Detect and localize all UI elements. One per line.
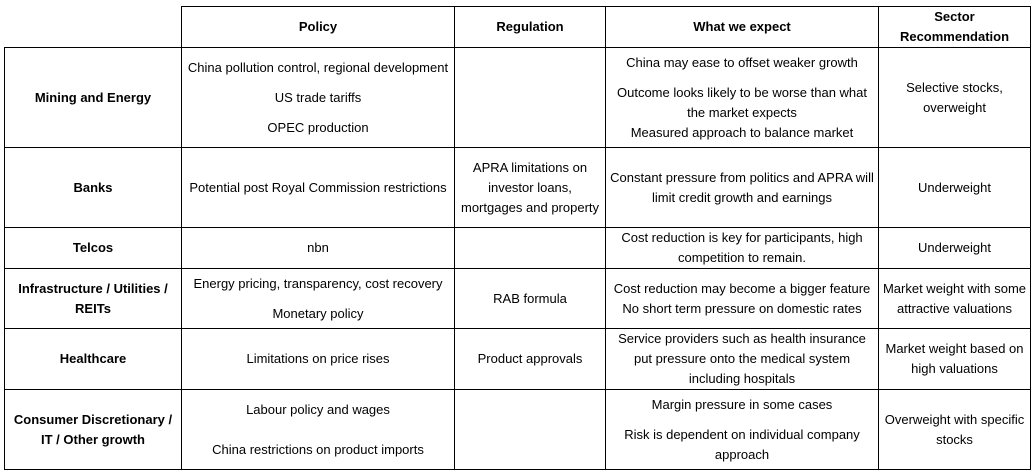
table-row xyxy=(5,269,1031,329)
sector-name: Mining and Energy xyxy=(5,48,182,148)
sector-name: Consumer Discretionary / IT / Other growth xyxy=(5,390,182,470)
policy-item: China restrictions on product imports xyxy=(212,441,424,457)
expect-item: Constant pressure from politics and APRA will limit credit growth and earnings xyxy=(610,169,874,205)
header-sector-recommendation: Sector Recommendation xyxy=(879,7,1031,48)
header-regulation: Regulation xyxy=(455,7,606,48)
sector-name: Infrastructure / Utilities / REITs xyxy=(5,269,182,329)
policy-item: Labour policy and wages xyxy=(246,401,390,417)
table-row xyxy=(5,148,1031,228)
expect-item: Measured approach to balance market xyxy=(630,124,854,140)
policy-item: nbn xyxy=(307,240,329,255)
policy-cell xyxy=(182,48,455,148)
policy-item: US trade tariffs xyxy=(274,89,362,105)
policy-item: OPEC production xyxy=(267,119,369,135)
sector-name: Telcos xyxy=(5,228,182,269)
policy-item: China pollution control, regional development xyxy=(187,59,449,75)
table-row xyxy=(5,228,1031,269)
policy-item: Limitations on price rises xyxy=(246,351,390,366)
regulation-cell: RAB formula xyxy=(455,269,606,329)
policy-cell xyxy=(182,390,455,470)
table-row xyxy=(5,390,1031,470)
recommendation-cell: Overweight with specific stocks xyxy=(879,390,1031,470)
policy-cell xyxy=(182,148,455,228)
expect-item: Cost reduction is key for participants, high competition to remain. xyxy=(621,230,863,265)
policy-cell xyxy=(182,269,455,329)
policy-item: Energy pricing, transparency, cost recovery xyxy=(193,275,443,291)
expect-item: Risk is dependent on individual company approach xyxy=(624,426,860,462)
expect-cell xyxy=(606,228,879,269)
regulation-cell: Product approvals xyxy=(455,329,606,390)
policy-cell xyxy=(182,228,455,269)
expect-item: Outcome looks likely to be worse than what the market expects xyxy=(616,84,867,120)
policy-item: Monetary policy xyxy=(272,305,364,321)
expect-cell xyxy=(606,48,879,148)
recommendation-cell: Market weight based on high valuations xyxy=(879,329,1031,390)
regulation-cell xyxy=(455,390,606,470)
table-row xyxy=(5,48,1031,148)
policy-cell xyxy=(182,329,455,390)
sector-name: Banks xyxy=(5,148,182,228)
expect-cell xyxy=(606,390,879,470)
policy-item: Potential post Royal Commission restrictions xyxy=(189,179,447,195)
header-what-we-expect: What we expect xyxy=(606,7,879,48)
recommendation-cell: Underweight xyxy=(879,148,1031,228)
expect-cell xyxy=(606,269,879,329)
regulation-cell: APRA limitations on investor loans, mortgages and property xyxy=(455,148,606,228)
regulation-cell xyxy=(455,228,606,269)
recommendation-cell: Underweight xyxy=(879,228,1031,269)
header-row xyxy=(5,7,1031,48)
corner-cell xyxy=(5,7,182,48)
expect-item: Margin pressure in some cases xyxy=(651,396,833,412)
expect-cell xyxy=(606,329,879,390)
regulation-cell xyxy=(455,48,606,148)
recommendation-cell: Market weight with some attractive valuations xyxy=(879,269,1031,329)
expect-item: China may ease to offset weaker growth xyxy=(626,54,858,70)
sector-name: Healthcare xyxy=(5,329,182,390)
expect-cell xyxy=(606,148,879,228)
table-row xyxy=(5,329,1031,390)
recommendation-cell: Selective stocks, overweight xyxy=(879,48,1031,148)
expect-item: Service providers such as health insurance put pressure onto the medical system including hospitals xyxy=(618,331,866,386)
expect-item: Cost reduction may become a bigger feature xyxy=(613,280,871,296)
sector-outlook-table xyxy=(4,6,1031,470)
header-policy: Policy xyxy=(182,7,455,48)
expect-item: No short term pressure on domestic rates xyxy=(622,300,862,316)
